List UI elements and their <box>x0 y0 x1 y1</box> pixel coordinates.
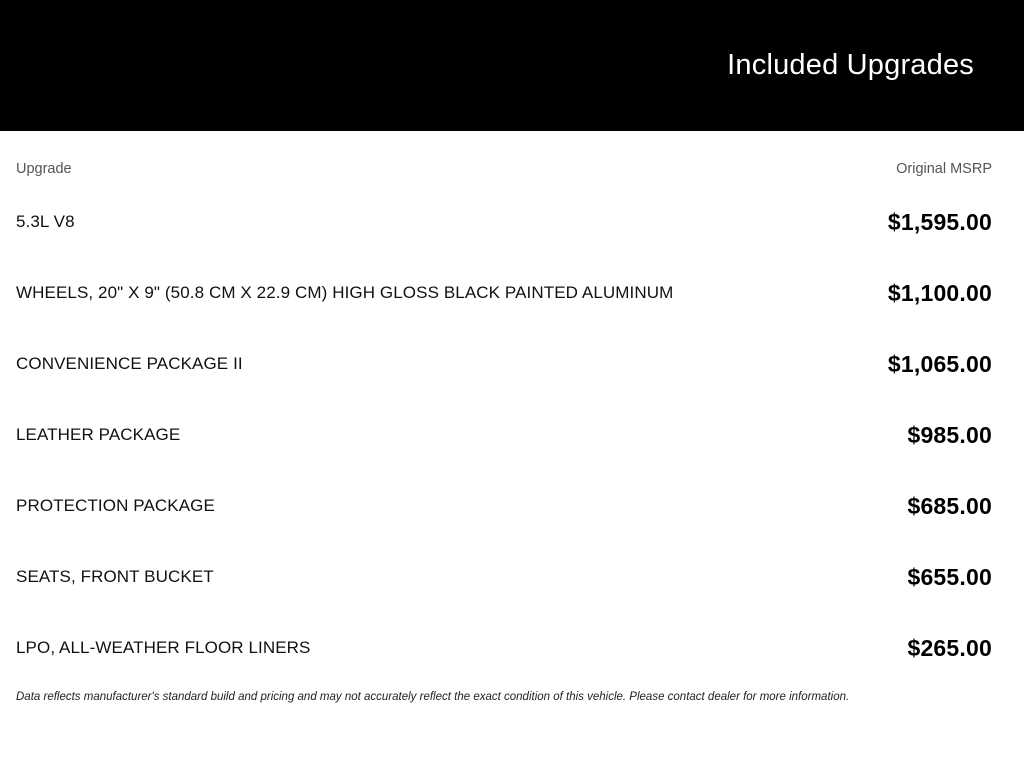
upgrade-name: SEATS, FRONT BUCKET <box>16 567 214 587</box>
upgrade-price: $1,100.00 <box>887 280 992 306</box>
table-row <box>16 258 992 329</box>
table-row <box>16 542 992 613</box>
upgrade-price: $685.00 <box>907 493 992 519</box>
table-row <box>16 400 992 471</box>
upgrade-price: $1,595.00 <box>887 209 992 235</box>
column-header-upgrade: Upgrade <box>16 161 72 177</box>
upgrade-price: $655.00 <box>907 564 992 590</box>
upgrades-content <box>0 131 1024 768</box>
page-header <box>0 0 1024 131</box>
upgrade-price: $985.00 <box>907 422 992 448</box>
table-row <box>16 613 992 684</box>
table-row <box>16 329 992 400</box>
upgrade-name: WHEELS, 20" X 9" (50.8 CM X 22.9 CM) HIGH GLOSS BLACK PAINTED ALUMINUM <box>16 283 674 303</box>
page-title: Included Upgrades <box>727 48 974 81</box>
upgrade-name: LPO, ALL-WEATHER FLOOR LINERS <box>16 638 311 658</box>
bottom-spacer <box>16 713 992 768</box>
upgrade-price: $265.00 <box>907 635 992 661</box>
disclaimer-text: Data reflects manufacturer's standard build and pricing and may not accurately reflect the exact condition of this vehicle. Please contact dealer for more information. <box>16 691 850 703</box>
column-header-msrp: Original MSRP <box>896 161 992 177</box>
upgrade-price: $1,065.00 <box>887 351 992 377</box>
table-row <box>16 471 992 542</box>
upgrade-name: PROTECTION PACKAGE <box>16 496 215 516</box>
upgrade-name: CONVENIENCE PACKAGE II <box>16 354 243 374</box>
upgrades-table <box>16 187 992 684</box>
table-row <box>16 187 992 258</box>
upgrade-name: 5.3L V8 <box>16 212 75 232</box>
table-header-row <box>16 161 992 177</box>
upgrade-name: LEATHER PACKAGE <box>16 425 181 445</box>
